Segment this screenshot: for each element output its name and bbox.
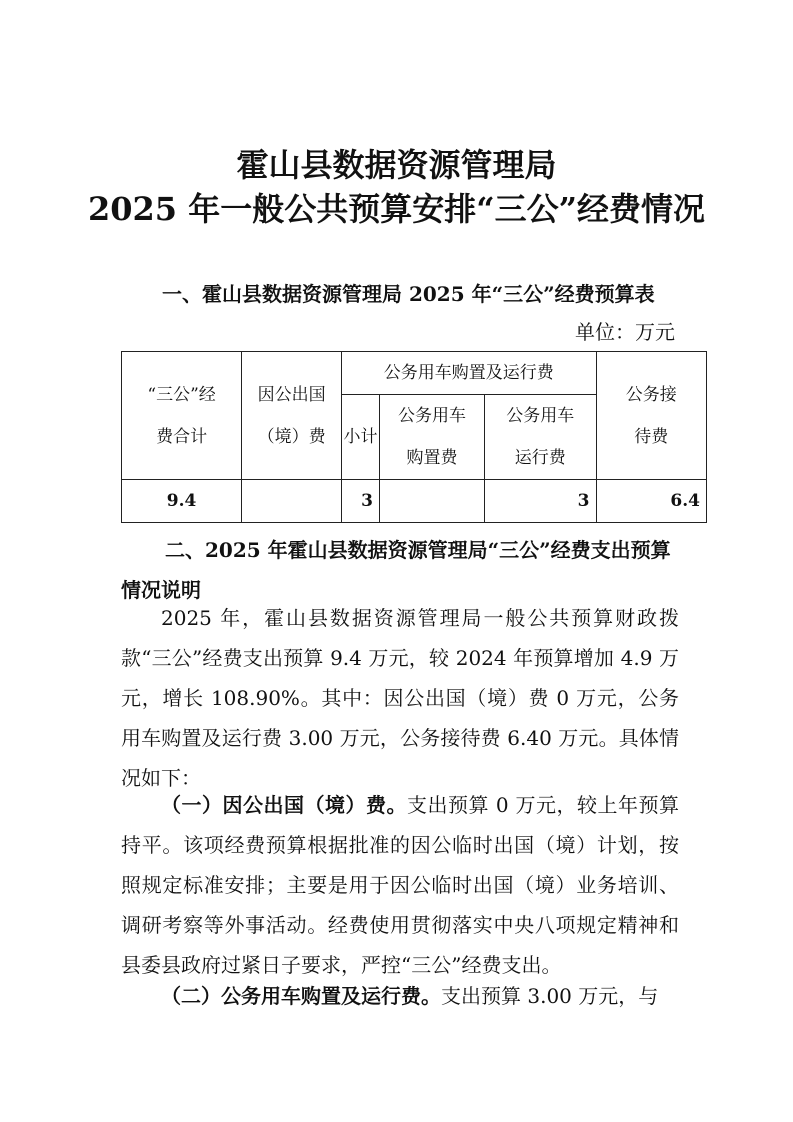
paragraph-vehicle <box>121 976 679 1016</box>
header-total: “三公”经费合计 <box>122 352 242 480</box>
document-title-line2: 2025 年一般公共预算安排“三公”经费情况 <box>87 190 706 228</box>
cell-subtotal: 3 <box>342 480 380 523</box>
cell-abroad <box>242 480 342 523</box>
cell-purchase <box>379 480 484 523</box>
paragraph-abroad-lead: （一）因公出国（境）费。 <box>161 793 408 817</box>
section2-heading: 二、2025 年霍山县数据资源管理局“三公”经费支出预算情况说明 <box>121 538 671 602</box>
unit-label: 单位：万元 <box>575 320 675 344</box>
header-abroad: 因公出国（境）费 <box>242 352 342 480</box>
header-operation: 公务用车运行费 <box>485 395 596 480</box>
budget-table <box>121 351 707 523</box>
paragraph-vehicle-lead: （二）公务用车购置及运行费。 <box>161 984 441 1008</box>
header-subtotal: 小计 <box>342 395 380 480</box>
header-purchase: 公务用车购置费 <box>379 395 484 480</box>
document-title-line1: 霍山县数据资源管理局 <box>236 146 557 184</box>
header-reception: 公务接待费 <box>596 352 707 480</box>
cell-reception: 6.4 <box>596 480 707 523</box>
paragraph-abroad <box>121 785 679 985</box>
cell-operation: 3 <box>485 480 596 523</box>
cell-total: 9.4 <box>122 480 242 523</box>
paragraph-vehicle-body: 支出预算 3.00 万元，与 <box>441 984 659 1008</box>
section1-heading: 一、霍山县数据资源管理局 2025 年“三公”经费预算表 <box>162 282 655 306</box>
paragraph-abroad-body: 支出预算 0 万元，较上年预算持平。该项经费预算根据批准的因公临时出国（境）计划，按照规定标准安排；主要是用于因公临时出国（境）业务培训、调研考察等外事活动。经费使用贯彻落实中央八项规定精神和县委县政府过紧日子要求，严控“三公”经费支出。 <box>121 793 679 977</box>
paragraph-summary: 2025 年，霍山县数据资源管理局一般公共预算财政拨款“三公”经费支出预算 9.4 万元，较 2024 年预算增加 4.9 万元，增长 108.90%。其中：因公出国（境）费 0 万元，公务用车购置及运行费 3.00 万元，公务接待费 6.40 万元。具体情况如下： <box>121 606 679 790</box>
header-vehicle-group: 公务用车购置及运行费 <box>342 352 596 395</box>
